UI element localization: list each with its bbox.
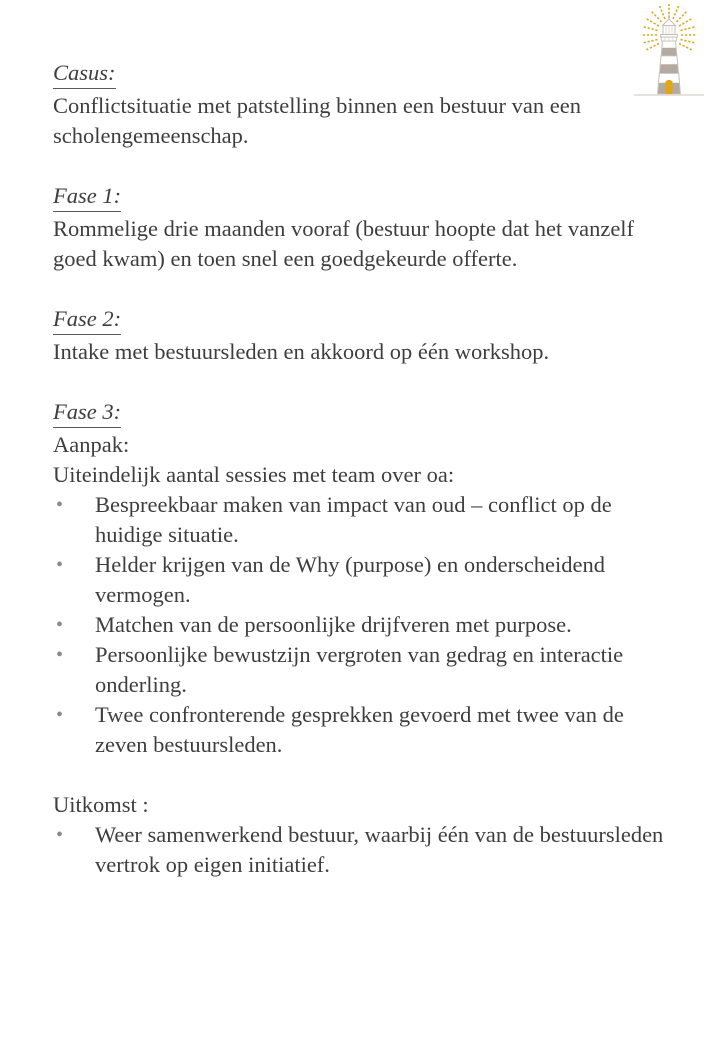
list-item <box>53 550 678 610</box>
heading-fase-2: Fase 2: <box>53 304 121 335</box>
list-item-label: Matchen van de persoonlijke drijfveren met purpose. <box>95 612 572 637</box>
list-uitkomst <box>53 820 678 880</box>
list-item-label: Persoonlijke bewustzijn vergroten van gedrag en interactie onderling. <box>95 642 624 697</box>
heading-fase-3: Fase 3: <box>53 397 121 428</box>
list-item <box>53 490 678 550</box>
spacer <box>53 151 678 181</box>
list-item <box>53 640 678 700</box>
list-aanpak <box>53 490 678 760</box>
paragraph-casus: Conflictsituatie met patstelling binnen een bestuur van een scholengemeenschap. <box>53 93 581 148</box>
bullet-icon: • <box>56 704 64 726</box>
paragraph-fase-2: Intake met bestuursleden en akkoord op één workshop. <box>53 339 550 364</box>
document-body <box>53 58 678 880</box>
spacer <box>53 367 678 397</box>
list-item-label: Weer samenwerkend bestuur, waarbij één van de bestuursleden vertrok op eigen initiatief. <box>95 822 664 877</box>
heading-fase-3-wrap <box>53 397 678 430</box>
paragraph-fase-1: Rommelige drie maanden vooraf (bestuur hoopte dat het vanzelf goed kwam) en toen snel een goedgekeurde offerte. <box>53 216 635 271</box>
list-item-label: Helder krijgen van de Why (purpose) en onderscheidend vermogen. <box>95 552 606 607</box>
heading-fase-1-wrap <box>53 181 678 214</box>
paragraph-aanpak-intro: Uiteindelijk aantal sessies met team over oa: <box>53 462 455 487</box>
spacer <box>53 760 678 790</box>
list-item <box>53 610 678 640</box>
bullet-icon: • <box>56 824 64 846</box>
label-aanpak: Aanpak: <box>53 432 130 457</box>
heading-casus-wrap <box>53 58 678 91</box>
bullet-icon: • <box>56 614 64 636</box>
label-uitkomst: Uitkomst : <box>53 792 149 817</box>
list-item-label: Twee confronterende gesprekken gevoerd met twee van de zeven bestuursleden. <box>95 702 624 757</box>
heading-fase-2-wrap <box>53 304 678 337</box>
bullet-icon: • <box>56 494 64 516</box>
heading-casus: Casus: <box>53 58 116 89</box>
list-item <box>53 820 678 880</box>
list-item-label: Bespreekbaar maken van impact van oud – conflict op de huidige situatie. <box>95 492 612 547</box>
list-item <box>53 700 678 760</box>
heading-fase-1: Fase 1: <box>53 181 121 212</box>
bullet-icon: • <box>56 554 64 576</box>
spacer <box>53 274 678 304</box>
bullet-icon: • <box>56 644 64 666</box>
